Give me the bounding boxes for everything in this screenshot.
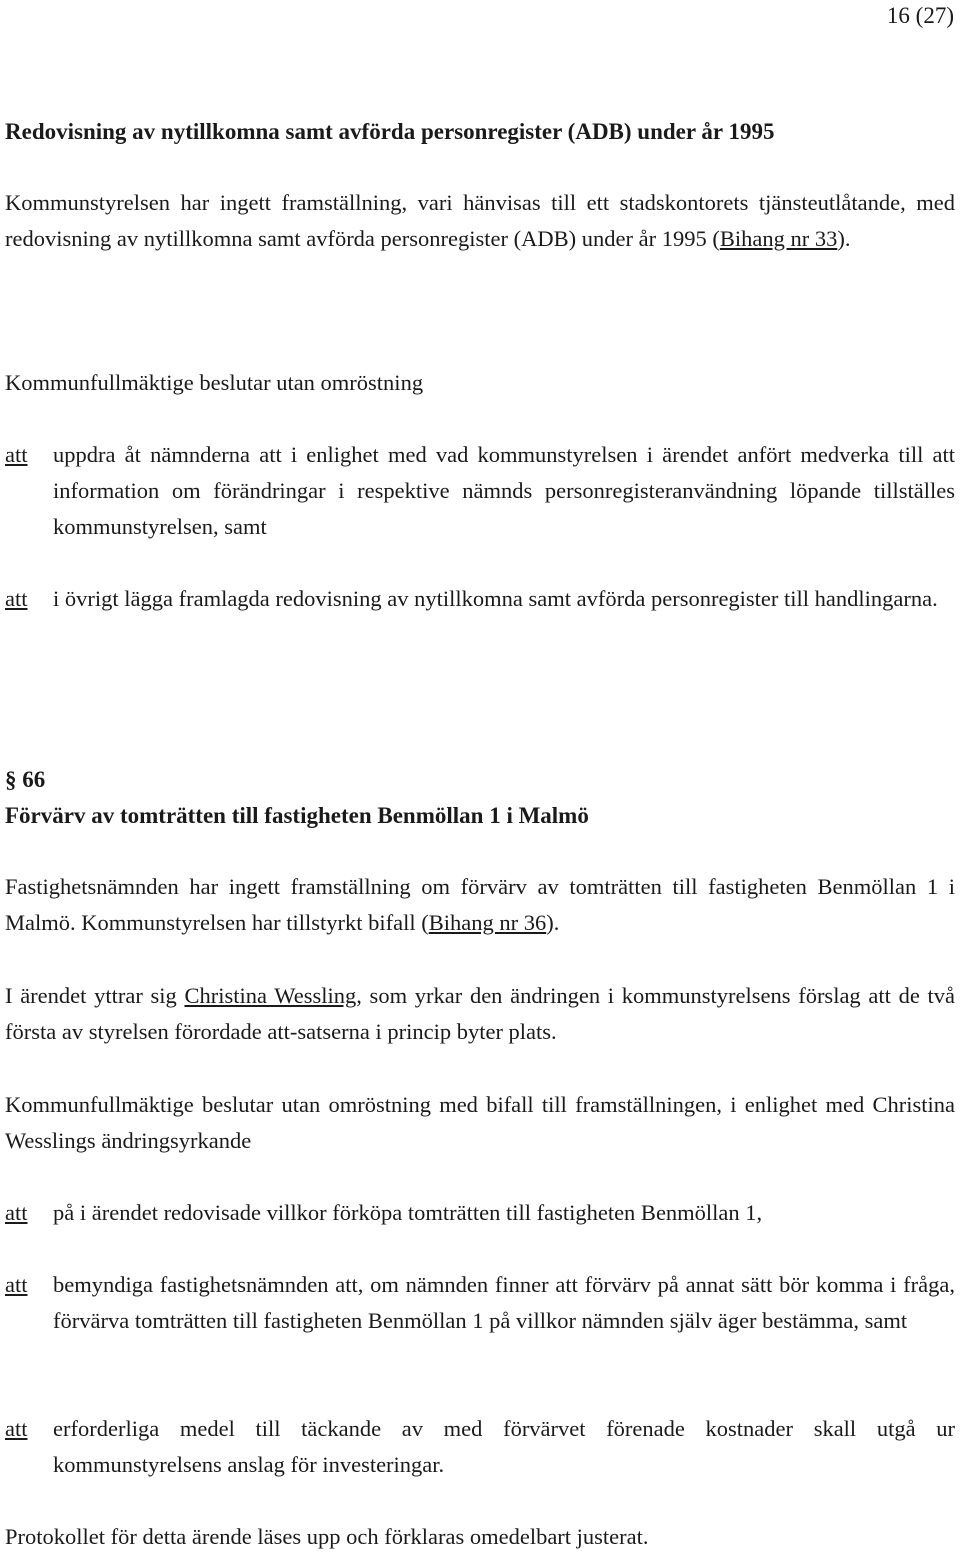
- att-clause-text: på i ärendet redovisade villkor förköpa tomträtten till fastigheten Benmöllan 1,: [53, 1200, 763, 1225]
- yttrande-text: I ärendet yttrar sig: [5, 983, 185, 1008]
- intro-text-end: ).: [837, 226, 851, 251]
- att-clause-text: erforderliga medel till täckande av med förvärvet förenade kostnader skall utgå ur kommunstyrelsens anslag för investeringar.: [53, 1416, 955, 1477]
- att-clause-1: [5, 437, 955, 545]
- intro-text: Kommunstyrelsen har ingett framställning, vari hänvisas till ett stadskontorets tjänsteutlåtande, med redovisning av nytillkomna samt avförda personregister (ADB) under år 1995 (: [5, 190, 955, 251]
- section-number: [5, 762, 955, 798]
- section-sign: §: [5, 767, 17, 792]
- att-keyword: att: [5, 1200, 28, 1225]
- att-clause-5: [5, 1411, 955, 1483]
- att-keyword: att: [5, 586, 28, 611]
- att-clause-4: [5, 1267, 955, 1339]
- bihang-33-reference: Bihang nr 33: [719, 226, 838, 251]
- intro-paragraph: [5, 185, 955, 257]
- decision-statement-2: Kommunfullmäktige beslutar utan omröstning med bifall till framställningen, i enlighet med Christina Wesslings ändringsyrkande: [5, 1092, 955, 1153]
- section-title-personregister: Redovisning av nytillkomna samt avförda personregister (ADB) under år 1995: [5, 119, 775, 144]
- att-keyword: att: [5, 1272, 28, 1297]
- section-number-value: 66: [22, 767, 46, 792]
- framstallning-text: Fastighetsnämnden har ingett framställning om förvärv av tomträtten till fastigheten Benmöllan 1 i Malmö. Kommunstyrelsen har tillstyrkt bifall (: [5, 874, 955, 935]
- att-keyword: att: [5, 442, 28, 467]
- att-clause-text: bemyndiga fastighetsnämnden att, om nämnden finner att förvärv på annat sätt bör komma i fråga, förvärva tomträtten till fastigheten Benmöllan 1 på villkor nämnden själv äger bestämma, samt: [53, 1272, 955, 1333]
- bihang-36-reference: Bihang nr 36: [428, 910, 547, 935]
- framstallning-text-end: ).: [546, 910, 560, 935]
- att-clause-text: uppdra åt nämnderna att i enlighet med vad kommunstyrelsen i ärendet anfört medverka till att information om förändringar i respektive nämnds personregisteranvändning löpande tillställes kommunstyrelsen, samt: [53, 442, 955, 539]
- framstallning-paragraph: [5, 869, 955, 941]
- section-title-benmollan: Förvärv av tomträtten till fastigheten Benmöllan 1 i Malmö: [5, 803, 589, 828]
- speaker-name: Christina Wessling: [184, 983, 357, 1008]
- yttrande-text-end: , som yrkar den ändringen i kommunstyrelsens förslag att de två första av styrelsen förordade att-satserna i princip byter plats.: [5, 983, 955, 1044]
- decision-statement: Kommunfullmäktige beslutar utan omröstning: [5, 370, 424, 395]
- closing-statement: Protokollet för detta ärende läses upp och förklaras omedelbart justerat.: [5, 1524, 649, 1549]
- page-number: 16 (27): [886, 3, 954, 28]
- yttrande-paragraph: [5, 978, 955, 1050]
- att-keyword: att: [5, 1416, 28, 1441]
- att-clause-2: [5, 581, 955, 617]
- att-clause-text: i övrigt lägga framlagda redovisning av nytillkomna samt avförda personregister till handlingarna.: [53, 586, 938, 611]
- att-clause-3: [5, 1195, 955, 1231]
